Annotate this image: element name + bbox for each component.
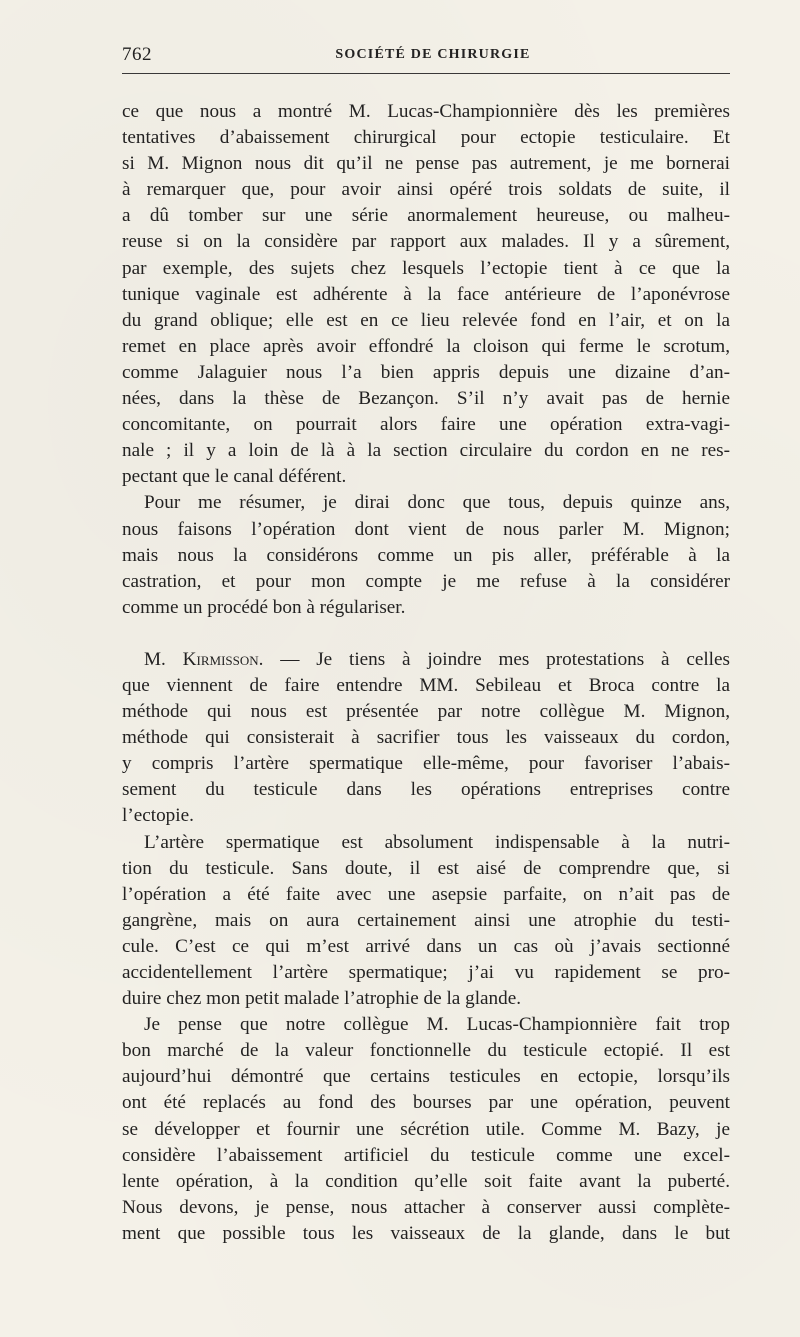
text-line: considère l’abaissement artificiel du testicule comme une excel- bbox=[122, 1144, 730, 1166]
text-line: concomitante, on pourrait alors faire une opération extra-vagi- bbox=[122, 414, 730, 436]
text-line: comme Jalaguier nous l’a bien appris depuis une dizaine d’an- bbox=[122, 361, 730, 383]
text-line: y compris l’artère spermatique elle-même, pour favoriser l’abais- bbox=[122, 753, 730, 775]
text-line: reuse si on la considère par rapport aux malades. Il y a sûrement, bbox=[122, 231, 730, 253]
text-line: nées, dans la thèse de Bezançon. S’il n’y avait pas de hernie bbox=[122, 388, 730, 410]
running-head-title: SOCIÉTÉ DE CHIRURGIE bbox=[335, 47, 531, 62]
paragraph-gap bbox=[122, 621, 730, 647]
text-line: castration, et pour mon compte je me refuse à la considérer bbox=[122, 570, 730, 592]
text-line: que viennent de faire entendre MM. Sebileau et Broca contre la bbox=[122, 674, 730, 696]
text-line: du grand oblique; elle est en ce lieu relevée fond en l’air, et on la bbox=[122, 309, 730, 331]
text-line: pectant que le canal déférent. bbox=[122, 466, 347, 488]
text-line: gangrène, mais on aura certainement ainsi une atrophie du testi- bbox=[122, 909, 730, 931]
text-line: si M. Mignon nous dit qu’il ne pense pas autrement, je me bornerai bbox=[122, 153, 730, 175]
text-line: l’opération a été faite avec une asepsie parfaite, on n’ait pas de bbox=[122, 883, 730, 905]
paragraph-5 bbox=[122, 1012, 730, 1247]
text-line: cule. C’est ce qui m’est arrivé dans un cas où j’avais sectionné bbox=[122, 935, 730, 957]
running-head bbox=[122, 44, 730, 68]
speaker-name: Kirmisson bbox=[182, 648, 259, 670]
text-line: se développer et fournir une sécrétion utile. Comme M. Bazy, je bbox=[122, 1118, 730, 1140]
text-line: méthode qui nous est présentée par notre collègue M. Mignon, bbox=[122, 701, 730, 723]
text-line: remet en place après avoir effondré la cloison qui ferme le scrotum, bbox=[122, 335, 730, 357]
text-line: ment que possible tous les vaisseaux de la glande, dans le but bbox=[122, 1222, 730, 1244]
text-line: comme un procédé bon à régulariser. bbox=[122, 596, 406, 618]
text-line: bon marché de la valeur fonctionnelle du testicule ectopié. Il est bbox=[122, 1040, 730, 1062]
text-line: duire chez mon petit malade l’atrophie de la glande. bbox=[122, 988, 522, 1010]
speaker-line bbox=[122, 647, 730, 673]
text-line: nous faisons l’opération dont vient de nous parler M. Mignon; bbox=[122, 518, 730, 540]
text-line: ont été replacés au fond des bourses par une opération, peuvent bbox=[122, 1092, 730, 1114]
paragraph-3 bbox=[122, 647, 730, 830]
text-line: sement du testicule dans les opérations entreprises contre bbox=[122, 779, 730, 801]
speaker-prefix: M. bbox=[144, 648, 183, 670]
text-line: accidentellement l’artère spermatique; j’ai vu rapidement se pro- bbox=[122, 962, 730, 983]
text-line: tunique vaginale est adhérente à la face antérieure de l’aponévrose bbox=[122, 283, 730, 305]
text-line: tion du testicule. Sans doute, il est aisé de comprendre que, si bbox=[122, 857, 730, 879]
text-line: ce que nous a montré M. Lucas-Championnière dès les premières bbox=[122, 101, 730, 122]
paragraph-4 bbox=[122, 830, 730, 1013]
text-line: l’ectopie. bbox=[122, 805, 194, 827]
text-line: par exemple, des sujets chez lesquels l’ectopie tient à ce que la bbox=[122, 257, 730, 279]
speaker-line-rest: . — Je tiens à joindre mes protestations à celles bbox=[258, 648, 730, 670]
text-line: L’artère spermatique est absolument indispensable à la nutri- bbox=[144, 831, 730, 853]
text-line: Nous devons, je pense, nous attacher à conserver aussi complète- bbox=[122, 1196, 730, 1218]
text-line: méthode qui consisterait à sacrifier tous les vaisseaux du cordon, bbox=[122, 727, 730, 749]
text-line: aujourd’hui démontré que certains testicules en ectopie, lorsqu’ils bbox=[122, 1066, 730, 1088]
text-line: a dû tomber sur une série anormalement heureuse, ou malheu- bbox=[122, 205, 730, 227]
text-line: nale ; il y a loin de là à la section circulaire du cordon en ne res- bbox=[122, 440, 730, 462]
paragraph-1 bbox=[122, 99, 730, 490]
text-line: tentatives d’abaissement chirurgical pour ectopie testiculaire. Et bbox=[122, 127, 730, 149]
text-line: Pour me résumer, je dirai donc que tous, depuis quinze ans, bbox=[144, 492, 730, 514]
page-number: 762 bbox=[122, 44, 152, 65]
text-line: à remarquer que, pour avoir ainsi opéré trois soldats de suite, il bbox=[122, 179, 730, 201]
text-line: Je pense que notre collègue M. Lucas-Championnière fait trop bbox=[144, 1014, 730, 1036]
text-line: mais nous la considérons comme un pis aller, préférable à la bbox=[122, 544, 730, 566]
paragraph-2 bbox=[122, 490, 730, 620]
text-line: lente opération, à la condition qu’elle soit faite avant la puberté. bbox=[122, 1170, 730, 1192]
header-rule bbox=[122, 73, 730, 74]
body-text bbox=[122, 99, 730, 1247]
